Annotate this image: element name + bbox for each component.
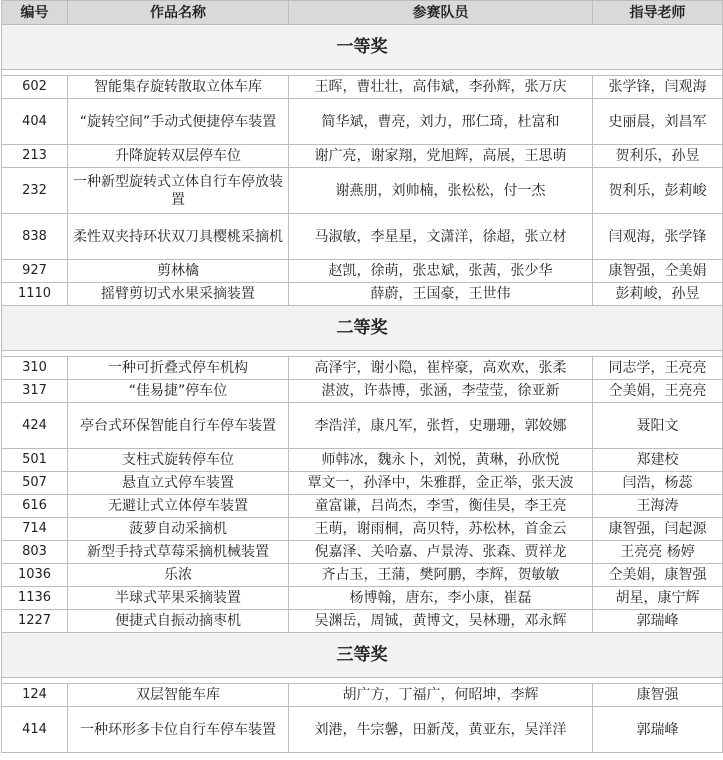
table-row <box>2 168 723 214</box>
advisor-cell: 彭莉峻，孙昱 <box>593 283 723 306</box>
team-members-cell: 薛蔚，王国豪，王世伟 <box>289 283 593 306</box>
entry-id-cell: 124 <box>2 684 68 707</box>
advisor-cell: 仝美娟，王亮亮 <box>593 380 723 403</box>
entry-id-cell: 1227 <box>2 610 68 633</box>
table-row <box>2 145 723 168</box>
table-row <box>2 684 723 707</box>
team-members-cell: 童富谦，吕尚杰，李雪，衡佳昊，李王亮 <box>289 495 593 518</box>
section-header <box>2 25 723 70</box>
advisor-cell: 康智强 <box>593 684 723 707</box>
advisor-cell: 康智强，仝美娟 <box>593 260 723 283</box>
header-team: 参赛队员 <box>289 1 593 25</box>
entry-name-cell: 剪林檎 <box>68 260 289 283</box>
advisor-cell: 闫观海，张学锋 <box>593 214 723 260</box>
entry-id-cell: 927 <box>2 260 68 283</box>
entry-name-cell: 菠萝自动采摘机 <box>68 518 289 541</box>
entry-id-cell: 803 <box>2 541 68 564</box>
section-header <box>2 633 723 678</box>
team-members-cell: 王晖，曹壮壮，高伟斌，李孙辉，张万庆 <box>289 76 593 99</box>
entry-name-cell: 智能集存旋转散取立体车库 <box>68 76 289 99</box>
entry-name-cell: 一种可折叠式停车机构 <box>68 357 289 380</box>
advisor-cell: 郭瑞峰 <box>593 707 723 753</box>
team-members-cell: 马淑敏，李星星，文潇洋，徐超，张立材 <box>289 214 593 260</box>
table-row <box>2 707 723 753</box>
entry-name-cell: 半球式苹果采摘装置 <box>68 587 289 610</box>
entry-id-cell: 1136 <box>2 587 68 610</box>
entry-id-cell: 232 <box>2 168 68 214</box>
entry-id-cell: 714 <box>2 518 68 541</box>
header-name: 作品名称 <box>68 1 289 25</box>
table-row <box>2 260 723 283</box>
table-row <box>2 472 723 495</box>
awards-table <box>1 0 723 753</box>
entry-id-cell: 501 <box>2 449 68 472</box>
advisor-cell: 郑建校 <box>593 449 723 472</box>
entry-id-cell: 602 <box>2 76 68 99</box>
header-id: 编号 <box>2 1 68 25</box>
table-row <box>2 587 723 610</box>
entry-id-cell: 1036 <box>2 564 68 587</box>
advisor-cell: 王亮亮 杨婷 <box>593 541 723 564</box>
advisor-cell: 同志学，王亮亮 <box>593 357 723 380</box>
advisor-cell: 胡星，康宁辉 <box>593 587 723 610</box>
entry-name-cell: 升降旋转双层停车位 <box>68 145 289 168</box>
entry-name-cell: 乐浓 <box>68 564 289 587</box>
advisor-cell: 郭瑞峰 <box>593 610 723 633</box>
advisor-cell: 仝美娟，康智强 <box>593 564 723 587</box>
team-members-cell: 齐占玉，王蒲，樊阿鹏，李辉，贺敏敏 <box>289 564 593 587</box>
entry-id-cell: 404 <box>2 99 68 145</box>
advisor-cell: 王海涛 <box>593 495 723 518</box>
table-row <box>2 495 723 518</box>
entry-name-cell: 亭台式环保智能自行车停车装置 <box>68 403 289 449</box>
team-members-cell: 胡广方，丁福广，何昭坤，李辉 <box>289 684 593 707</box>
entry-name-cell: 一种环形多卡位自行车停车装置 <box>68 707 289 753</box>
entry-id-cell: 317 <box>2 380 68 403</box>
table-row <box>2 99 723 145</box>
advisor-cell: 聂阳文 <box>593 403 723 449</box>
entry-name-cell: 支柱式旋转停车位 <box>68 449 289 472</box>
advisor-cell: 贺利乐，孙昱 <box>593 145 723 168</box>
entry-name-cell: 摇臂剪切式水果采摘装置 <box>68 283 289 306</box>
advisor-cell: 贺利乐，彭莉峻 <box>593 168 723 214</box>
advisor-cell: 张学锋，闫观海 <box>593 76 723 99</box>
entry-name-cell: “佳易捷”停车位 <box>68 380 289 403</box>
entry-id-cell: 213 <box>2 145 68 168</box>
table-row <box>2 541 723 564</box>
team-members-cell: 湛波，许恭博，张涵，李莹莹，徐亚新 <box>289 380 593 403</box>
entry-id-cell: 507 <box>2 472 68 495</box>
advisor-cell: 闫浩，杨蕊 <box>593 472 723 495</box>
table-row <box>2 518 723 541</box>
entry-name-cell: 无避让式立体停车装置 <box>68 495 289 518</box>
team-members-cell: 简华斌，曹亮，刘力，邢仁琦，杜富和 <box>289 99 593 145</box>
entry-id-cell: 414 <box>2 707 68 753</box>
entry-id-cell: 1110 <box>2 283 68 306</box>
table-row <box>2 214 723 260</box>
advisor-cell: 康智强，闫起源 <box>593 518 723 541</box>
team-members-cell: 吴渊岳，周铖，黄博文，吴林珊，邓永辉 <box>289 610 593 633</box>
table-row <box>2 76 723 99</box>
table-row <box>2 357 723 380</box>
section-header <box>2 306 723 351</box>
entry-name-cell: 新型手持式草莓采摘机械装置 <box>68 541 289 564</box>
team-members-cell: 谢燕朋，刘帅楠，张松松，付一杰 <box>289 168 593 214</box>
header-teacher: 指导老师 <box>593 1 723 25</box>
entry-name-cell: 悬直立式停车装置 <box>68 472 289 495</box>
team-members-cell: 覃文一，孙泽中，朱雅群，金正举，张天波 <box>289 472 593 495</box>
entry-name-cell: “旋转空间”手动式便捷停车装置 <box>68 99 289 145</box>
section-title: 二等奖 <box>2 306 723 351</box>
table-row <box>2 564 723 587</box>
entry-id-cell: 310 <box>2 357 68 380</box>
entry-id-cell: 838 <box>2 214 68 260</box>
entry-id-cell: 424 <box>2 403 68 449</box>
team-members-cell: 师韩冰，魏永卜，刘悦，黄琳，孙欣悦 <box>289 449 593 472</box>
team-members-cell: 刘港，牛宗馨，田新茂，黄亚东，吴洋洋 <box>289 707 593 753</box>
team-members-cell: 赵凯，徐萌，张忠斌，张茜，张少华 <box>289 260 593 283</box>
table-row <box>2 380 723 403</box>
header-row <box>2 1 723 25</box>
entry-id-cell: 616 <box>2 495 68 518</box>
team-members-cell: 高泽宇，谢小隐，崔梓豪，高欢欢，张柔 <box>289 357 593 380</box>
team-members-cell: 李浩洋，康凡军，张哲，史珊珊，郭姣娜 <box>289 403 593 449</box>
team-members-cell: 倪嘉泽、关哈嘉、卢景涛、张森、贾祥龙 <box>289 541 593 564</box>
section-title: 一等奖 <box>2 25 723 70</box>
team-members-cell: 杨博翰，唐东，李小康，崔磊 <box>289 587 593 610</box>
entry-name-cell: 柔性双夹持环状双刀具樱桃采摘机 <box>68 214 289 260</box>
section-title: 三等奖 <box>2 633 723 678</box>
team-members-cell: 谢广亮，谢家翔，党旭辉，高展，王思萌 <box>289 145 593 168</box>
team-members-cell: 王萌，谢雨桐，高贝特，苏松林，首金云 <box>289 518 593 541</box>
table-row <box>2 283 723 306</box>
table-body <box>2 25 723 753</box>
entry-name-cell: 双层智能车库 <box>68 684 289 707</box>
table-row <box>2 403 723 449</box>
entry-name-cell: 便捷式自振动摘枣机 <box>68 610 289 633</box>
table-row <box>2 610 723 633</box>
entry-name-cell: 一种新型旋转式立体自行车停放装置 <box>68 168 289 214</box>
table-row <box>2 449 723 472</box>
advisor-cell: 史丽晨，刘昌军 <box>593 99 723 145</box>
